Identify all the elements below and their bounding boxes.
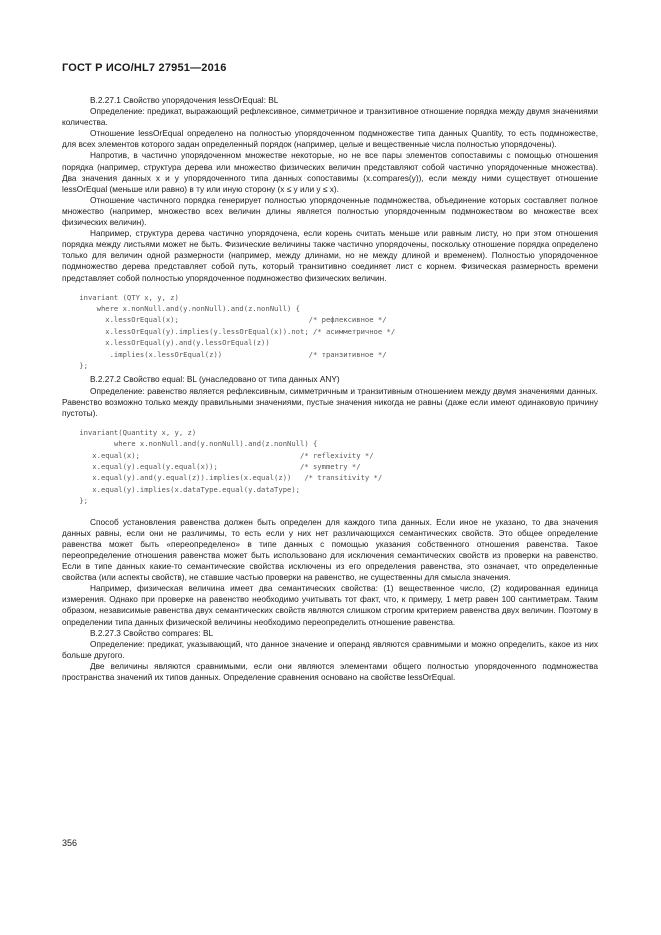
running-header: ГОСТ Р ИСО/HL7 27951—2016 <box>62 62 227 74</box>
paragraph: Способ установления равенства должен быть определен для каждого типа данных. Если иное не указано, то два значения данных равны, если они не различимы, то есть если у них нет различающихся семантических свойств. Это общее определение равенства может быть «переопределено» в типе данных с помощью указания собственного отношения равенства. Такое переопределение отношения равенства может быть использовано для исключения семантических свойств из проверки на равенство. Если в типе данных какие-то семантические свойства исключены из его определения равенства, это означает, что определенные свойства (или аспекты свойств), не ставшие частью проверки на равенство, не существенны для смысла значения. <box>62 516 598 583</box>
paragraph: Определение: предикат, выражающий рефлексивное, симметричное и транзитивное отношение порядка между двумя значениями количества. <box>62 106 598 128</box>
paragraph: Определение: предикат, указывающий, что данное значение и операнд являются сравнимыми и можно определить, какое из них больше другого. <box>62 638 598 660</box>
paragraph: Например, физическая величина имеет два семантических свойства: (1) вещественное число, (2) кодированная единица измерения. Однако при проверке на равенство необходимо учитывать тот факт, что, к примеру, 1 метр равен 100 сантиметрам. Таким образом, независимые равенства двух семантических свойств являются слишком строгим критерием равенства двух величин. Поэтому в определении типа данных физической величины необходимо переопределить отношение равенства. <box>62 583 598 627</box>
code-block-lessorequal: invariant (QTY x, y, z) where x.nonNull.and(y.nonNull).and(z.nonNull) { x.lessOrEqual(x); /* рефлексивное */ x.lessOrEqual(y).implies(y.lessOrEqual(x)).not; /* асимметричное */ x.lessOrEqual(y).and(y.lessOrEqual(z)) .implies(x.lessOrEqual(z)) /* транзитивное */ }; <box>79 292 396 371</box>
body-text <box>62 95 598 683</box>
page-number: 356 <box>62 838 78 848</box>
section-heading-b2273: B.2.27.3 Свойство compares: BL <box>90 627 214 638</box>
section-heading-b2272: B.2.27.2 Свойство equal: BL (унаследовано от типа данных ANY) <box>90 374 340 385</box>
paragraph: Отношение частичного порядка генерирует полностью упорядоченные подмножества, объединение которых составляет полное множество (например, множество всех величин длины является полностью упорядоченным подмножеством во множестве всех физических величин). <box>62 194 598 228</box>
paragraph: Отношение lessOrEqual определено на полностью упорядоченном подмножестве типа данных Quantity, то есть подмножестве, для всех элементов которого задан определенный порядок (например, целые и вещественные числа полностью упорядочены). <box>62 128 598 150</box>
paragraph: Определение: равенство является рефлексивным, симметричным и транзитивным отношением между двумя значениями данных. Равенство возможно только между правильными значениями, пустые значения никогда не равны (даже если имеют одинаковую причину пустоты). <box>62 385 598 418</box>
section-heading-b2271: B.2.27.1 Свойство упорядочения lessOrEqual: BL <box>90 95 279 105</box>
paragraph: Напротив, в частично упорядоченном множестве некоторые, но не все пары элементов сопоставимы с помощью отношения порядка (например, структура дерева или множество физических величин представляют собой частично упорядоченные множества). Два значения данных x и y упорядоченного типа данных сопоставимы (x.compares(y)), если между ними существует отношение lessOrEqual (меньше или равно) в ту или иную сторону (x ≤ y или y ≤ x). <box>62 150 598 194</box>
code-block-equal: invariant(Quantity x, y, z) where x.nonNull.and(y.nonNull).and(z.nonNull) { x.equal(x); /* reflexivity */ x.equal(y).equal(y.equal(x)); /* symmetry */ x.equal(y).and(y.equal(z)).implies(x.equal(z)) /* transitivity */ x.equal(y).implies(x.dataType.equal(y.dataType); }; <box>79 427 383 506</box>
paragraph: Например, структура дерева частично упорядочена, если корень считать меньше или равным листу, но при этом отношения порядка между листьями может не быть. Физические величины также частично упорядочены, поскольку отношение порядка определено только для величин одной размерности (например, между длинами, но не между длиной и временем). Полностью упорядоченное подмножество дерева представляет собой путь, который транзитивно соединяет лист с корнем. Физическая размерность времени представляет собой полностью упорядоченное подмножество физических величин. <box>62 228 598 283</box>
paragraph: Две величины являются сравнимыми, если они являются элементами общего полностью упорядоченного подмножества пространства значений их типов данных. Определение сравнения основано на свойстве lessOrEqual. <box>62 660 598 682</box>
